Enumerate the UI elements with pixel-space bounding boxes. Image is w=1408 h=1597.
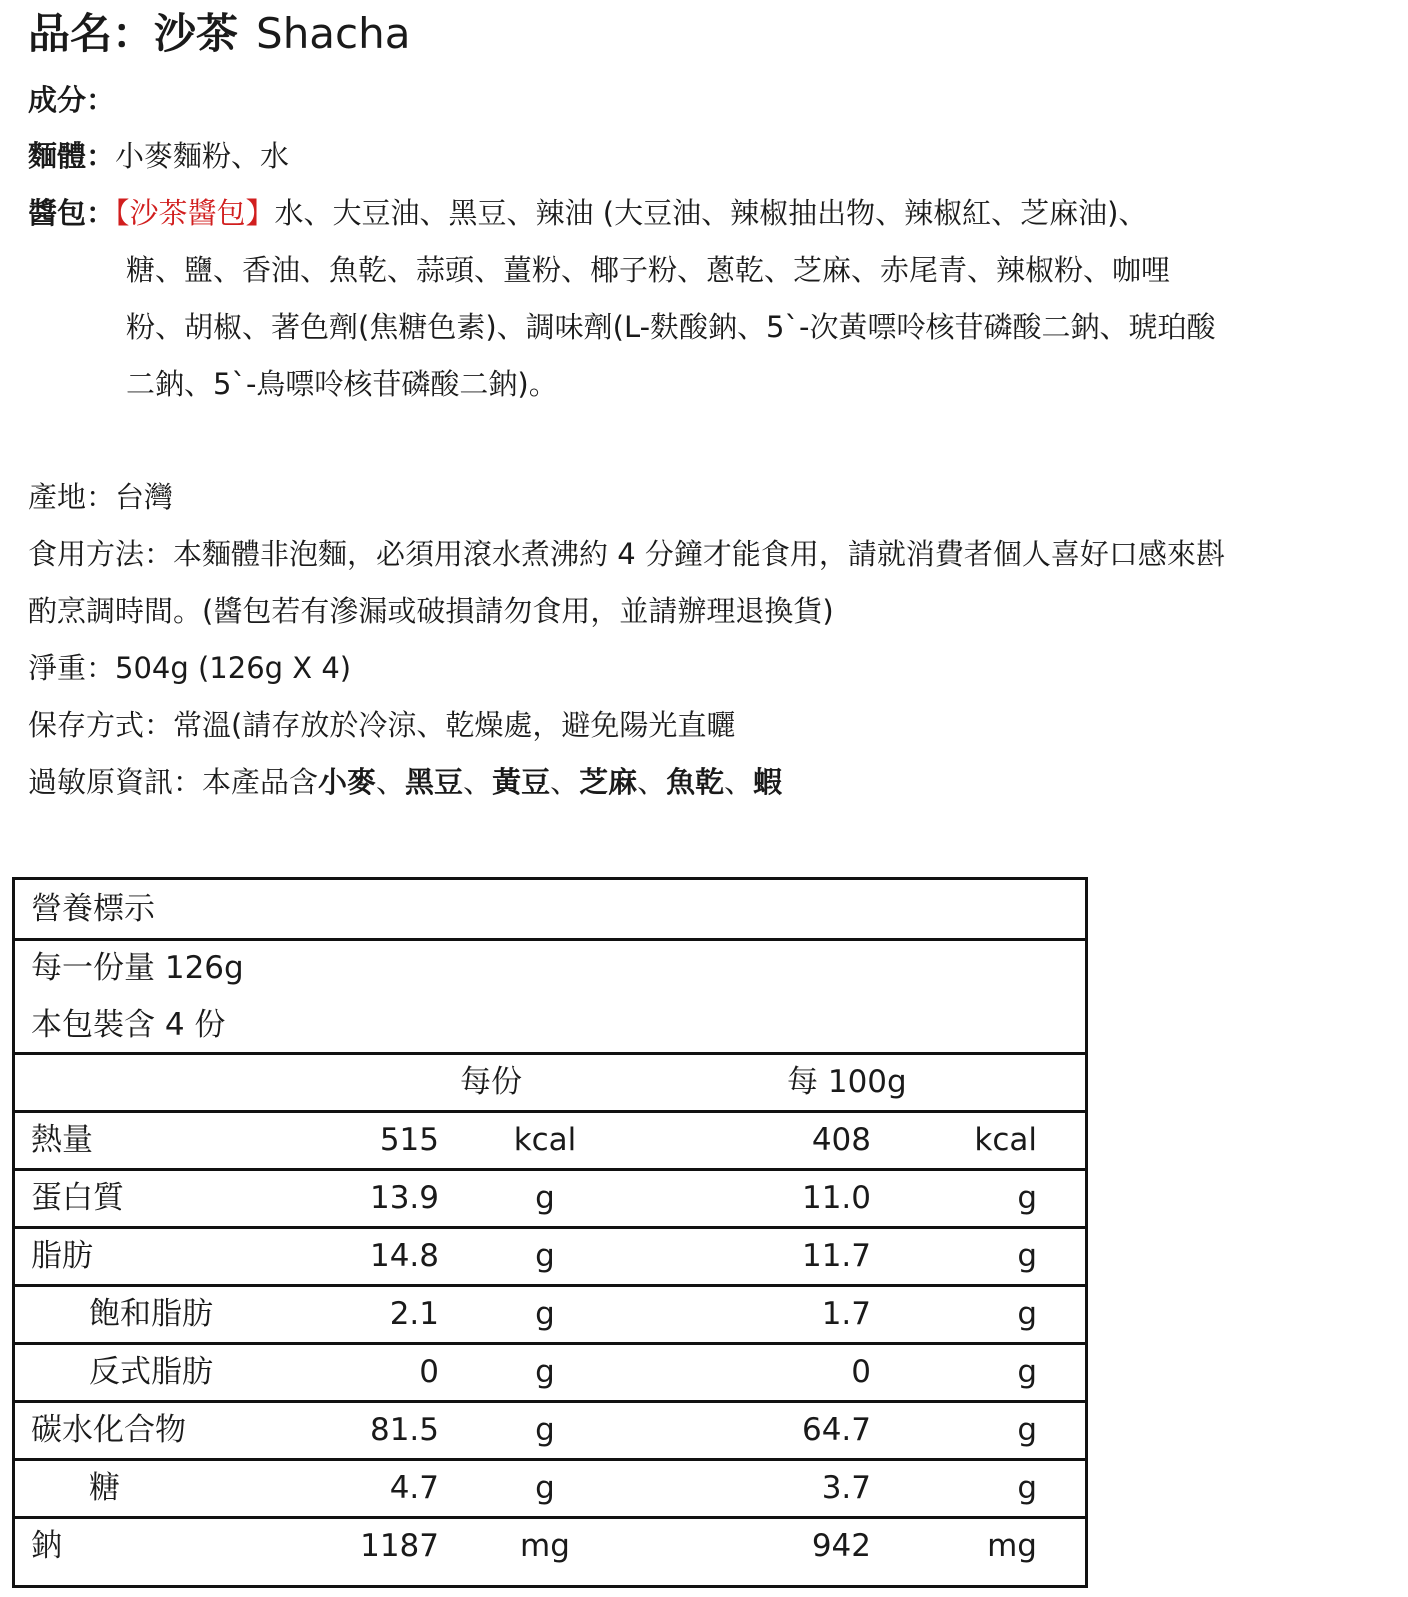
nutrition-title: 營養標示 (31, 891, 155, 927)
servings-per-package: 本包裝含 4 份 (31, 1007, 226, 1043)
per-100g-value: 408 (811, 1122, 871, 1158)
per-serving-value: 81.5 (369, 1412, 439, 1448)
allergen-prefix: 過敏原資訊：本產品含 (28, 765, 319, 799)
per-100g-unit: g (1017, 1412, 1037, 1448)
per-serving-value: 13.9 (369, 1180, 439, 1216)
sauce-tag: 【沙茶醬包】 (115, 196, 275, 230)
usage-line-1: 食用方法：本麵體非泡麵，必須用滾水煮沸約 4 分鐘才能食用，請就消費者個人喜好口感來斟 (28, 537, 1225, 571)
noodle-label: 麵體： (28, 139, 116, 173)
per-100g-value: 11.7 (801, 1238, 871, 1274)
allergen-info (28, 762, 782, 802)
per-100g-value: 1.7 (821, 1296, 871, 1332)
nutrition-table (12, 877, 1088, 1588)
col-per-serving: 每份 (460, 1064, 522, 1100)
per-serving-unit: g (535, 1354, 555, 1390)
allergen-soybean: 黃豆 (492, 765, 551, 799)
per-100g-unit: g (1017, 1470, 1037, 1506)
nutrition-title-row (15, 880, 1085, 941)
nutrient-name: 熱量 (31, 1122, 93, 1158)
nutrient-name: 碳水化合物 (31, 1412, 186, 1448)
per-100g-unit: kcal (974, 1122, 1037, 1158)
col-per-100g: 每 100g (787, 1064, 907, 1100)
per-100g-value: 942 (811, 1528, 871, 1564)
nutrient-row (15, 1400, 1085, 1461)
nutrient-row (15, 1516, 1085, 1574)
nutrient-row (15, 1110, 1085, 1171)
sauce-line-3: 粉、胡椒、著色劑(焦糖色素)、調味劑(L-麩酸鈉、5`-次黃嘌呤核苷磷酸二鈉、琥珀酸 (126, 310, 1216, 344)
sauce-ingredients (28, 193, 1147, 233)
allergen-sep: 、 (724, 765, 754, 799)
allergen-black-bean: 黑豆 (405, 765, 464, 799)
per-100g-value: 0 (851, 1354, 871, 1390)
per-serving-unit: g (535, 1412, 555, 1448)
nutrient-name: 反式脂肪 (89, 1354, 213, 1390)
allergen-shrimp: 蝦 (753, 765, 783, 799)
ingredients-heading: 成分： (28, 83, 116, 117)
sauce-line-4: 二鈉、5`-鳥嘌呤核苷磷酸二鈉)。 (126, 367, 558, 401)
per-100g-value: 3.7 (821, 1470, 871, 1506)
nutrient-name: 脂肪 (31, 1238, 93, 1274)
product-name-en: Shacha (256, 9, 411, 58)
usage-line-2: 酌烹調時間。(醬包若有滲漏或破損請勿食用，並請辦理退換貨) (28, 594, 834, 628)
nutrient-row (15, 1458, 1085, 1519)
per-100g-value: 64.7 (801, 1412, 871, 1448)
nutrient-row (15, 1284, 1085, 1345)
noodle-text: 小麥麵粉、水 (115, 139, 290, 173)
per-100g-unit: mg (987, 1528, 1037, 1564)
per-100g-unit: g (1017, 1296, 1037, 1332)
per-serving-unit: g (535, 1470, 555, 1506)
allergen-sep: 、 (637, 765, 667, 799)
nutrient-row (15, 1168, 1085, 1229)
nutrient-name: 飽和脂肪 (89, 1296, 213, 1332)
per-serving-value: 1187 (360, 1528, 439, 1564)
storage: 保存方式：常溫(請存放於冷涼、乾燥處，避免陽光直曬 (28, 708, 736, 742)
nutrient-name: 鈉 (31, 1528, 62, 1564)
allergen-sesame: 芝麻 (579, 765, 638, 799)
per-serving-value: 515 (379, 1122, 439, 1158)
product-title (28, 6, 411, 62)
per-serving-unit: g (535, 1296, 555, 1332)
per-serving-unit: mg (520, 1528, 570, 1564)
per-serving-value: 2.1 (389, 1296, 439, 1332)
per-100g-unit: g (1017, 1354, 1037, 1390)
allergen-dried-fish: 魚乾 (666, 765, 725, 799)
per-serving-unit: g (535, 1180, 555, 1216)
serving-size: 每一份量 126g (31, 950, 244, 986)
net-weight: 淨重：504g (126g X 4) (28, 651, 352, 685)
product-name-label: 品名： (28, 9, 155, 58)
serving-info-row (15, 938, 1085, 1055)
column-header-row (15, 1052, 1085, 1113)
per-100g-value: 11.0 (801, 1180, 871, 1216)
allergen-sep: 、 (550, 765, 580, 799)
nutrient-name: 糖 (89, 1470, 120, 1506)
sauce-label: 醬包： (28, 196, 116, 230)
allergen-sep: 、 (463, 765, 493, 799)
origin: 產地：台灣 (28, 480, 174, 514)
nutrient-name: 蛋白質 (31, 1180, 124, 1216)
noodle-ingredients (28, 136, 289, 176)
allergen-sep: 、 (376, 765, 406, 799)
nutrient-row (15, 1226, 1085, 1287)
per-100g-unit: g (1017, 1238, 1037, 1274)
sauce-line-1: 水、大豆油、黑豆、辣油 (大豆油、辣椒抽出物、辣椒紅、芝麻油)、 (274, 196, 1148, 230)
product-name-zh: 沙茶 (154, 9, 239, 58)
per-serving-value: 4.7 (389, 1470, 439, 1506)
per-serving-unit: kcal (513, 1122, 577, 1158)
per-serving-value: 0 (419, 1354, 439, 1390)
allergen-wheat: 小麥 (318, 765, 377, 799)
per-serving-unit: g (535, 1238, 555, 1274)
per-serving-value: 14.8 (369, 1238, 439, 1274)
per-100g-unit: g (1017, 1180, 1037, 1216)
sauce-line-2: 糖、鹽、香油、魚乾、蒜頭、薑粉、椰子粉、蔥乾、芝麻、赤尾青、辣椒粉、咖哩 (126, 253, 1171, 287)
nutrient-row (15, 1342, 1085, 1403)
